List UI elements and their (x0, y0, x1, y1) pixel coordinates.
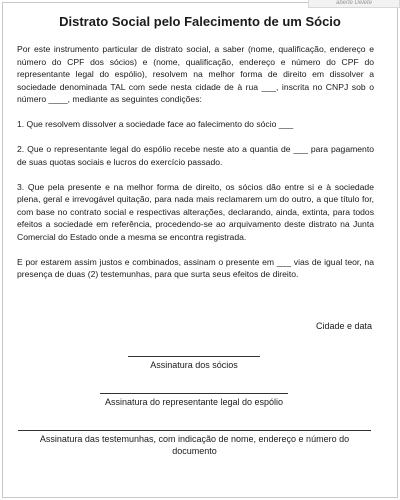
clause-1: 1. Que resolvem dissolver a sociedade face ao falecimento do sócio ___ (17, 119, 294, 129)
intro-paragraph: Por este instrumento particular de distrato social, a saber (nome, qualificação, endereço e número do CPF dos sócios) e (nome, qualificação, endereço e número do CPF do representante legal do espólio), resolvem na melhor forma de direito em dissolver a sociedade denominada TAL com sede nesta cidade de à rua ___, inscrita no CNPJ sob o número ____, mediante as seguintes condições: (17, 44, 374, 104)
clause-2: 2. Que o representante legal do espólio recebe neste ato a quantia de ___ para pagamento de suas quotas sociais e lucros do exercício passado. (17, 144, 374, 167)
witnesses-signature-label: Assinatura das testemunhas, com indicação de nome, endereço e número do documento (39, 434, 350, 456)
witnesses-signature-line (18, 430, 371, 431)
document-title: Distrato Social pelo Falecimento de um Sócio (59, 14, 341, 29)
closing-paragraph: E por estarem assim justos e combinados, assinam o presente em ___ vias de igual teor, na presença de duas (2) testemunhas, para que surta seus efeitos de direito. (17, 256, 374, 279)
clause-3: 3. Que pela presente e na melhor forma de direito, os sócios dão entre si e à sociedade plena, geral e irrevogável quitação, para nada mais reclamarem um do outro, a que título for, com base no contrato social e respectivas alterações, declarando, ainda, extinta, para todos efeitos a sociedade em referência, procedendo-se ao arquivamento deste distrato na Junta Comercial do Estado onde a mesma se encontra registrada. (17, 181, 374, 242)
representative-signature-label: Assinatura do representante legal do espólio (104, 397, 284, 407)
toolbar-overlay: aberte Delete (308, 0, 400, 8)
document-body (17, 43, 374, 293)
representative-signature-line (100, 393, 288, 394)
partners-signature-label: Assinatura dos sócios (150, 360, 238, 370)
place-date: Cidade e data (315, 321, 372, 331)
partners-signature-line (128, 356, 260, 357)
